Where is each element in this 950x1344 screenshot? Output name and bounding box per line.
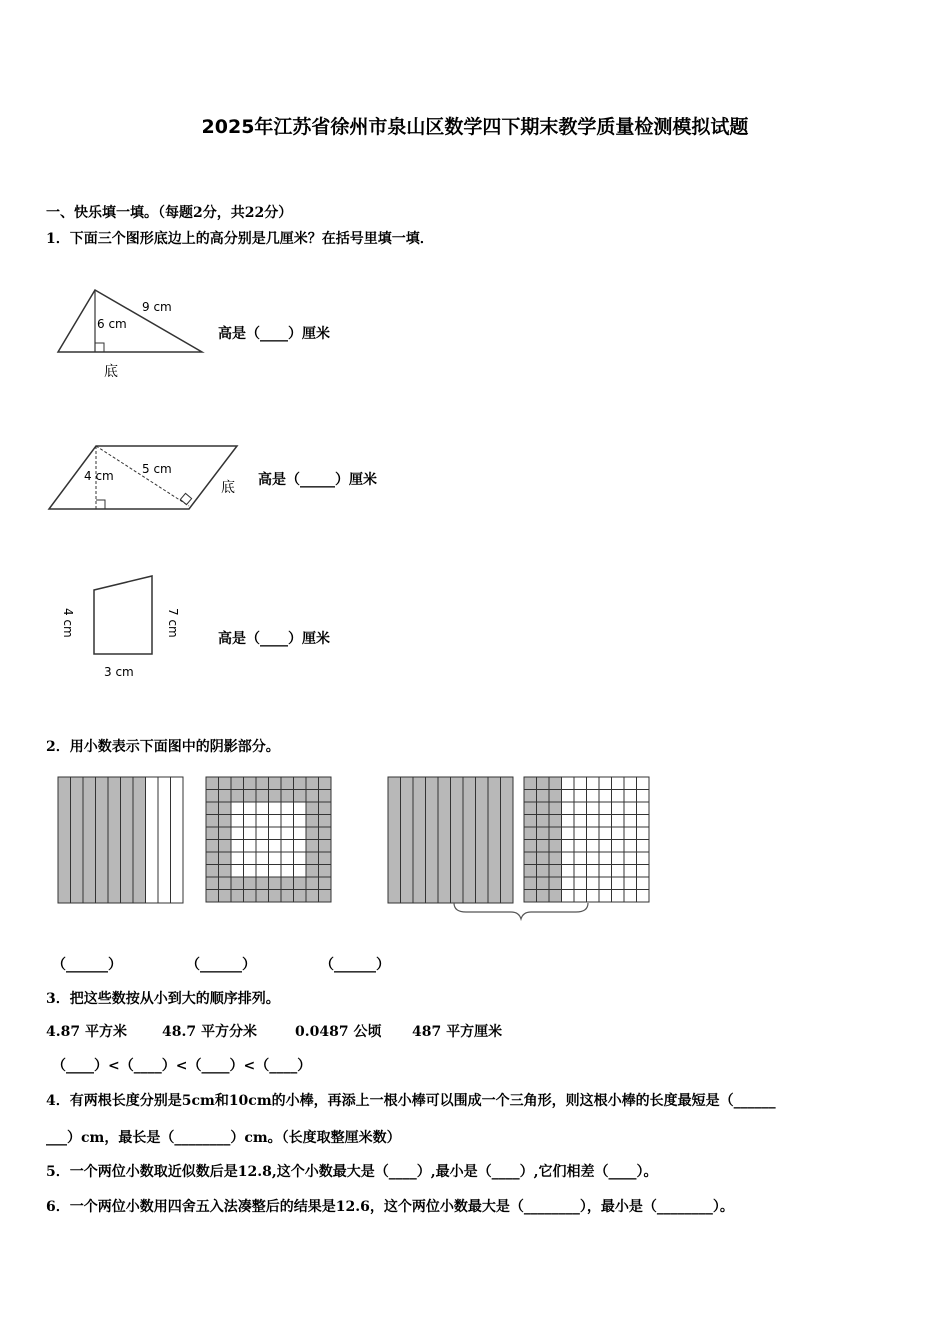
- grid-cell: [599, 790, 612, 803]
- trapezoid-right-label: 7 cm: [166, 608, 180, 638]
- grid-cell: [231, 852, 244, 865]
- grid-cell: [537, 877, 550, 890]
- grid-cell: [206, 827, 219, 840]
- grid-cell: [281, 802, 294, 815]
- grid-cell: [244, 815, 257, 828]
- blank-3: （______）: [320, 957, 390, 973]
- strip-cell: [413, 777, 426, 903]
- parallelogram-figure: [44, 440, 254, 520]
- grid-cell: [219, 815, 232, 828]
- grid-cell: [256, 865, 269, 878]
- grid-cell: [281, 877, 294, 890]
- grid-cell: [256, 815, 269, 828]
- grid-cell: [574, 790, 587, 803]
- strip-grid-1: [58, 777, 183, 903]
- question-6: 6．一个两位小数用四舍五入法凑整后的结果是12.6，这个两位小数最大是（________），最小是（________）。: [46, 1199, 734, 1215]
- grid-cell: [306, 802, 319, 815]
- grid-cell: [524, 865, 537, 878]
- right-angle-mark: [95, 343, 104, 352]
- grid-cell: [612, 877, 625, 890]
- grid-cell: [319, 865, 332, 878]
- grid-cell: [524, 777, 537, 790]
- grid-cell: [231, 840, 244, 853]
- trapezoid-bottom-label: 3 cm: [104, 665, 134, 679]
- grid-cell: [562, 815, 575, 828]
- parallelogram-shape: [49, 446, 237, 509]
- grid-cell: [612, 790, 625, 803]
- grid-cell: [231, 890, 244, 903]
- grid-cell: [269, 890, 282, 903]
- grid-cell: [319, 877, 332, 890]
- grid-cell: [562, 890, 575, 903]
- strip-cell: [488, 777, 501, 903]
- q3-item-4: 487 平方厘米: [412, 1024, 503, 1040]
- strip-grid-2: [388, 777, 513, 903]
- grid-cell: [269, 865, 282, 878]
- grid-cell: [587, 877, 600, 890]
- question-5: 5．一个两位小数取近似数后是12.8,这个小数最大是（____）,最小是（____）,它们相差（____）。: [46, 1164, 658, 1180]
- grid-cell: [537, 802, 550, 815]
- triangle-side-label: 9 cm: [142, 300, 172, 314]
- grid-cell: [574, 827, 587, 840]
- q3-item-2: 48.7 平方分米: [162, 1024, 257, 1040]
- grid-cell: [206, 890, 219, 903]
- grid-cell: [624, 802, 637, 815]
- blank-2: （______）: [186, 957, 256, 973]
- grid-cell: [599, 865, 612, 878]
- parallelogram-base-label: 底: [221, 480, 235, 496]
- answer-1: 高是（____）厘米: [218, 326, 330, 342]
- grid-cell: [281, 815, 294, 828]
- grid-cell: [281, 890, 294, 903]
- grid-cell: [537, 852, 550, 865]
- grid-cell: [537, 865, 550, 878]
- grid-cell: [587, 852, 600, 865]
- strip-cell: [58, 777, 71, 903]
- grid-cell: [294, 890, 307, 903]
- grid-cell: [624, 777, 637, 790]
- triangle-base-label: 底: [104, 364, 118, 380]
- grid-cell: [549, 802, 562, 815]
- grid-cell: [524, 827, 537, 840]
- grid-cell: [574, 777, 587, 790]
- grid-cell: [599, 827, 612, 840]
- grid-cell: [599, 840, 612, 853]
- grid-cell: [624, 877, 637, 890]
- grid-cell: [599, 815, 612, 828]
- grid-cell: [244, 877, 257, 890]
- grid-cell: [306, 790, 319, 803]
- grid-cell: [244, 827, 257, 840]
- grid-cell: [219, 890, 232, 903]
- grid-cell: [219, 790, 232, 803]
- grid-cell: [256, 802, 269, 815]
- grid-cell: [281, 827, 294, 840]
- grid-cell: [524, 877, 537, 890]
- grid-cell: [587, 802, 600, 815]
- grid-cell: [562, 852, 575, 865]
- grid-cell: [524, 840, 537, 853]
- grid-cell: [231, 790, 244, 803]
- decimal-grids-figure: [56, 775, 656, 923]
- triangle-height-label: 6 cm: [97, 317, 127, 331]
- grid-cell: [306, 890, 319, 903]
- grid-cell: [306, 852, 319, 865]
- grid-cell: [294, 865, 307, 878]
- question-3: 3．把这些数按从小到大的顺序排列。: [46, 991, 280, 1007]
- grid-cell: [587, 815, 600, 828]
- grid-cell: [562, 840, 575, 853]
- right-angle-mark: [180, 493, 191, 504]
- triangle-figure: [50, 282, 210, 382]
- question-1: 1．下面三个图形底边上的高分别是几厘米？在括号里填一填．: [46, 231, 434, 247]
- grid-cell: [574, 802, 587, 815]
- grid-cell: [269, 877, 282, 890]
- grid-cell: [231, 777, 244, 790]
- grid-cell: [219, 865, 232, 878]
- grid-cell: [256, 790, 269, 803]
- grid-cell: [574, 815, 587, 828]
- grid-cell: [549, 852, 562, 865]
- grid-cell: [269, 802, 282, 815]
- grid-cell: [624, 840, 637, 853]
- grid-cell: [269, 827, 282, 840]
- grid-cell: [244, 777, 257, 790]
- grid-cell: [281, 840, 294, 853]
- grid-cell: [574, 865, 587, 878]
- grid-cell: [562, 790, 575, 803]
- grid-cell: [549, 777, 562, 790]
- grid-cell: [587, 777, 600, 790]
- strip-cell: [426, 777, 439, 903]
- grid-cell: [637, 852, 650, 865]
- grid-cell: [244, 890, 257, 903]
- strip-cell: [146, 777, 159, 903]
- strip-cell: [96, 777, 109, 903]
- grid-cell: [306, 815, 319, 828]
- grid-cell: [206, 802, 219, 815]
- grid-cell: [306, 865, 319, 878]
- grid-cell: [256, 877, 269, 890]
- grid-cell: [219, 840, 232, 853]
- trapezoid-figure: [44, 570, 194, 685]
- grid-cell: [231, 815, 244, 828]
- grid-cell: [637, 802, 650, 815]
- parallelogram-height-label: 4 cm: [84, 469, 114, 483]
- q3-item-1: 4.87 平方米: [46, 1024, 127, 1040]
- grid-cell: [219, 852, 232, 865]
- strip-cell: [438, 777, 451, 903]
- square-grid-2: [524, 777, 649, 902]
- grid-cell: [599, 852, 612, 865]
- grid-cell: [637, 777, 650, 790]
- grid-cell: [206, 865, 219, 878]
- question-2: 2．用小数表示下面图中的阴影部分。: [46, 739, 280, 755]
- strip-cell: [158, 777, 171, 903]
- grid-cell: [612, 802, 625, 815]
- grid-cell: [206, 777, 219, 790]
- grid-cell: [306, 877, 319, 890]
- grid-cell: [269, 815, 282, 828]
- strip-cell: [71, 777, 84, 903]
- grid-cell: [294, 852, 307, 865]
- grid-cell: [612, 852, 625, 865]
- grid-cell: [612, 890, 625, 903]
- question-4-line-1: 4．有两根长度分别是5cm和10cm的小棒，再添上一根小棒可以围成一个三角形，则这根小棒的长度最短是（______: [46, 1093, 776, 1109]
- grid-cell: [281, 777, 294, 790]
- grid-cell: [612, 815, 625, 828]
- grid-cell: [587, 865, 600, 878]
- grid-cell: [537, 815, 550, 828]
- grid-cell: [537, 827, 550, 840]
- right-angle-mark: [96, 500, 105, 509]
- grid-cell: [624, 790, 637, 803]
- grid-cell: [637, 827, 650, 840]
- grid-cell: [319, 802, 332, 815]
- grid-cell: [219, 802, 232, 815]
- grid-cell: [537, 840, 550, 853]
- grid-cell: [612, 865, 625, 878]
- grid-cell: [612, 840, 625, 853]
- grid-cell: [294, 802, 307, 815]
- grid-cell: [549, 790, 562, 803]
- grid-cell: [294, 840, 307, 853]
- grid-cell: [244, 865, 257, 878]
- grid-cell: [306, 827, 319, 840]
- grid-cell: [256, 840, 269, 853]
- grid-cell: [549, 827, 562, 840]
- grid-cell: [206, 815, 219, 828]
- grid-cell: [637, 890, 650, 903]
- grid-cell: [562, 827, 575, 840]
- grid-cell: [319, 790, 332, 803]
- grid-cell: [256, 827, 269, 840]
- strip-cell: [121, 777, 134, 903]
- section-heading: 一、快乐填一填。（每题2分，共22分）: [46, 205, 293, 221]
- grid-cell: [549, 865, 562, 878]
- grid-cell: [294, 877, 307, 890]
- blank-1: （______）: [52, 957, 122, 973]
- grid-cell: [549, 815, 562, 828]
- strip-cell: [108, 777, 121, 903]
- grid-cell: [524, 802, 537, 815]
- grid-cell: [574, 877, 587, 890]
- grid-cell: [294, 777, 307, 790]
- grid-cell: [269, 777, 282, 790]
- grid-cell: [637, 865, 650, 878]
- grid-cell: [219, 877, 232, 890]
- grid-cell: [612, 777, 625, 790]
- grid-cell: [524, 890, 537, 903]
- strip-cell: [388, 777, 401, 903]
- grid-cell: [637, 877, 650, 890]
- q3-order: （____）<（____）<（____）<（____）: [52, 1058, 312, 1074]
- grid-cell: [269, 852, 282, 865]
- strip-cell: [171, 777, 184, 903]
- grid-cell: [294, 827, 307, 840]
- grid-cell: [231, 827, 244, 840]
- q3-item-3: 0.0487 公顷: [295, 1024, 382, 1040]
- grid-cell: [219, 777, 232, 790]
- strip-cell: [133, 777, 146, 903]
- strip-cell: [401, 777, 414, 903]
- grid-cell: [562, 877, 575, 890]
- brace-mark: [454, 903, 588, 919]
- grid-cell: [306, 840, 319, 853]
- grid-cell: [306, 777, 319, 790]
- grid-cell: [549, 890, 562, 903]
- grid-cell: [524, 790, 537, 803]
- grid-cell: [624, 827, 637, 840]
- grid-cell: [231, 802, 244, 815]
- trapezoid-left-label: 4 cm: [61, 608, 75, 638]
- square-grid-1: [206, 777, 331, 902]
- grid-cell: [219, 827, 232, 840]
- grid-cell: [612, 827, 625, 840]
- grid-cell: [319, 815, 332, 828]
- grid-cell: [624, 852, 637, 865]
- grid-cell: [637, 815, 650, 828]
- grid-cell: [269, 840, 282, 853]
- grid-cell: [524, 815, 537, 828]
- answer-2: 高是（_____）厘米: [258, 472, 377, 488]
- grid-cell: [562, 802, 575, 815]
- strip-cell: [463, 777, 476, 903]
- strip-cell: [476, 777, 489, 903]
- grid-cell: [319, 827, 332, 840]
- grid-cell: [562, 777, 575, 790]
- grid-cell: [537, 777, 550, 790]
- grid-cell: [574, 890, 587, 903]
- grid-cell: [281, 790, 294, 803]
- grid-cell: [206, 852, 219, 865]
- grid-cell: [294, 790, 307, 803]
- grid-cell: [319, 840, 332, 853]
- grid-cell: [256, 852, 269, 865]
- grid-cell: [269, 790, 282, 803]
- grid-cell: [549, 840, 562, 853]
- question-4-line-2: ___）cm，最长是（________）cm。（长度取整厘米数）: [46, 1130, 401, 1146]
- triangle-shape: [58, 290, 202, 352]
- grid-cell: [256, 890, 269, 903]
- grid-cell: [574, 840, 587, 853]
- grid-cell: [244, 802, 257, 815]
- grid-cell: [281, 852, 294, 865]
- trapezoid-shape: [94, 576, 152, 654]
- grid-cell: [244, 790, 257, 803]
- grid-cell: [537, 890, 550, 903]
- grid-cell: [319, 852, 332, 865]
- grid-cell: [624, 815, 637, 828]
- strip-cell: [83, 777, 96, 903]
- answer-3: 高是（____）厘米: [218, 631, 330, 647]
- grid-cell: [637, 840, 650, 853]
- grid-cell: [524, 852, 537, 865]
- grid-cell: [587, 840, 600, 853]
- grid-cell: [206, 790, 219, 803]
- parallelogram-diag-label: 5 cm: [142, 462, 172, 476]
- grid-cell: [294, 815, 307, 828]
- grid-cell: [206, 877, 219, 890]
- grid-cell: [599, 777, 612, 790]
- grid-cell: [537, 790, 550, 803]
- grid-cell: [319, 890, 332, 903]
- grid-cell: [244, 852, 257, 865]
- grid-cell: [624, 865, 637, 878]
- grid-cell: [599, 890, 612, 903]
- grid-cell: [599, 877, 612, 890]
- grid-cell: [587, 890, 600, 903]
- grid-cell: [256, 777, 269, 790]
- page-title: 2025年江苏省徐州市泉山区数学四下期末教学质量检测模拟试题: [201, 116, 749, 138]
- grid-cell: [599, 802, 612, 815]
- grid-cell: [206, 840, 219, 853]
- grid-cell: [624, 890, 637, 903]
- grid-cell: [574, 852, 587, 865]
- grid-cell: [319, 777, 332, 790]
- grid-cell: [231, 865, 244, 878]
- grid-cell: [562, 865, 575, 878]
- strip-cell: [451, 777, 464, 903]
- grid-cell: [587, 827, 600, 840]
- grid-cell: [549, 877, 562, 890]
- grid-cell: [637, 790, 650, 803]
- grid-cell: [281, 865, 294, 878]
- grid-cell: [231, 877, 244, 890]
- grid-cell: [587, 790, 600, 803]
- grid-cell: [244, 840, 257, 853]
- strip-cell: [501, 777, 514, 903]
